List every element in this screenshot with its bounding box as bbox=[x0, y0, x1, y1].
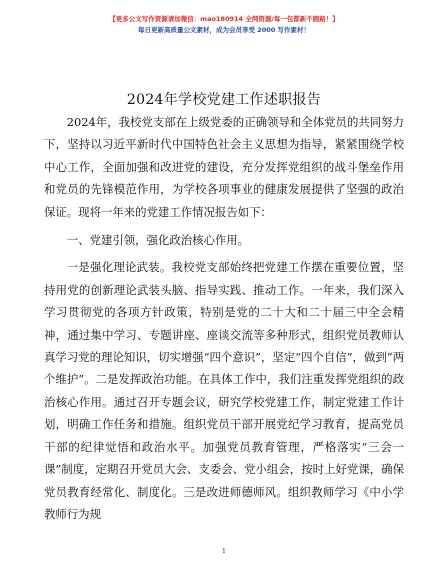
intro-paragraph: 2024年，我校党支部在上级党委的正确领导和全体党员的共同努力下，坚持以习近平新时代中国特色社会主义思想为指导，紧紧围绕学校中心工作，全面加强和改进党的建设，充分发挥党组织的战斗堡垒作用和党员的先锋模范作用，为学校各项事业的健康发展提供了坚强的政治保证。现将一年来的党建工作情况报告如下： bbox=[44, 115, 404, 219]
promo-banner bbox=[0, 14, 448, 36]
page-number: 1 bbox=[221, 547, 227, 555]
document-title: 2024年学校党建工作述职报告 bbox=[126, 92, 322, 108]
section-heading: 一、党建引领，强化政治核心作用。 bbox=[66, 233, 250, 248]
document-body bbox=[44, 111, 404, 525]
body-paragraph: 一是强化理论武装。我校党支部始终把党建工作摆在重要位置，坚持用党的创新理论武装头脑、指导实践、推动工作。一年来，我们深入学习贯彻党的各项方针政策，特别是党的二十大和二十届三中全会精神，通过集中学习、专题讲座、座谈交流等多种形式，组织党员教师认真学习党的理论知识，切实增强“四个意识”，坚定“四个自信”，做到“两个维护”。二是发挥政治功能。在具体工作中，我们注重发挥党组织的政治核心作用。通过召开专题会议，研究学校党建工作，制定党建工作计划，明确工作任务和措施。组织党员干部开展党纪学习教育，提高党员干部的纪律觉悟和政治水平。加强党员教育管理，严格落实“三会一课”制度，定期召开党员大会、支委会、党小组会，按时上好党课，确保党员教育经常化、制度化。三是改进师德师风。组织教师学习《中小学教师行为规 bbox=[44, 260, 404, 521]
promo-line-membership: 每日更新高质量公文素材，成为会员享受 2000 写作素材！ bbox=[137, 26, 311, 34]
promo-line-wechat: 【更多公文写作资源请加微信：mao180914 全网资源/每一包都新不跑路！】 bbox=[109, 15, 339, 23]
